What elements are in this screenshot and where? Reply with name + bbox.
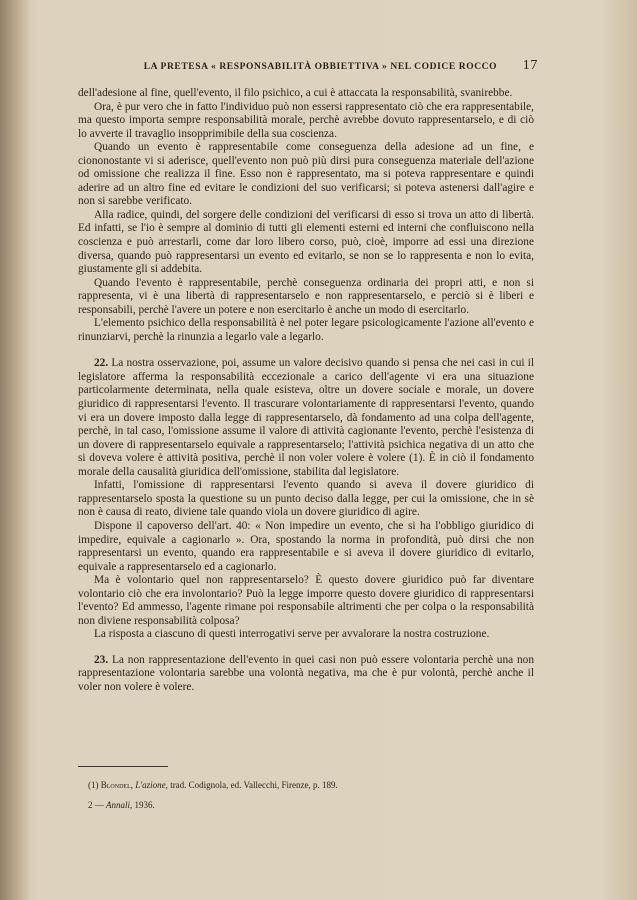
page-number: 17 (522, 58, 538, 73)
section-22-first-paragraph (78, 357, 534, 479)
paragraph: Ma è volontario quel non rappresentarselo? È questo dovere giuridico può far diventare volontario ciò che era involontario? Può la legge imporre questo dovere giuridico di rappresentarsi l'evento? Ed ammesso, l'agente rimane poi responsabile altrimenti che per colpa o la responsabilità non diviene responsabilità colposa? (78, 574, 534, 627)
paragraph: Quando un evento è rappresentabile come conseguenza della adesione ad un fine, e ciononostante vi si aderisce, quell'evento non può più dirsi pura conseguenza materiale dell'azione od omissione che realizza il fine. Esso non è rappresentato, ma si poteva rappresentare e quindi aderire ad un altro fine ed evitare le condizioni del suo verificarsi; si poteva astenersi dall'agire e non si sarebbe verificato. (78, 141, 534, 208)
section-number: 22. (94, 357, 109, 370)
footnote-marker: (1) (88, 780, 99, 790)
paragraph: dell'adesione al fine, quell'evento, il filo psichico, a cui è attaccata la responsabilità, svanirebbe. (78, 87, 513, 99)
footnote (78, 779, 534, 791)
paragraph: Alla radice, quindi, del sorgere delle condizioni del verificarsi di esso si trova un atto di libertà. Ed infatti, se l'io è sempre al dominio di tutti gli elementi esterni ed interni che confluiscono nella coscienza e può arrestarli, come dar loro libero corso, può, cioè, imporre ad essi una direzione diversa, quando può rappresentarsi un evento ed evitarlo, se non se lo rappresenta e non lo evita, giustamente gli si addebita. (78, 208, 534, 276)
section-22-text: La nostra osservazione, poi, assume un valore decisivo quando si pensa che nei casi in cui il legislatore afferma la responsabilità eccezionale a carico dell'agente vi era una situazione particolarmente determinata, nella quale esisteva, oltre un dovere sociale e morale, un dovere giuridico di rappresentarsi l'evento. Il trascurare volontariamente di rappresentarsi l'evento, quando vi era un dovere imposto dalla legge di rappresentarselo, dà fondamento ad una colpa dell'agente, perchè, in tal caso, l'omissione assume il valore di attività cagionante l'evento, perchè l'esistenza di un dovere di rappresentarselo equivale a rappresentarselo; l'attività psichica negativa di un atto che si doveva volere è attività positiva, perchè il non voler volere è volere (1). È in ciò il fondamento morale della causalità giuridica dell'omissione, stabilita dal legislatore. (78, 357, 534, 478)
footnotes (78, 766, 534, 811)
paragraph: La risposta a ciascuno di questi interrogativi serve per avvalorare la nostra costruzione. (94, 628, 490, 641)
running-header (78, 58, 538, 74)
section-23-text: La non rappresentazione dell'evento in quei casi non può essere volontaria perchè una non rappresentazione volontaria sarebbe una volontà negativa, ma che è pur volontà, perchè anche il voler non volere è volere. (78, 653, 534, 693)
paragraph: Quando l'evento è rappresentabile, perchè conseguenza ordinaria dei propri atti, e non si rappresenta, vi è una libertà di rappresentarselo e non rappresentarselo, e perciò si è liberi e responsabili, perchè l'avere un potere e non esercitarlo è anche un modo di esercitarlo. (78, 276, 534, 316)
book-spine-shadow (0, 0, 30, 900)
section-number: 23. (94, 653, 109, 666)
journal-year: 1936. (134, 800, 155, 810)
paragraph: Infatti, l'omissione di rappresentarsi l'evento quando si aveva il dovere giuridico di rappresentarselo sposta la questione su un punto deciso dalla legge, per cui la omissione, che in sè non è causa di reato, diviene tale quando viola un dovere giuridico di agire. (78, 479, 534, 519)
footnote-details: trad. Codignola, ed. Vallecchi, Firenze, p. 189. (170, 780, 338, 790)
footnote-author: Blondel, (100, 780, 133, 790)
section-23-paragraph (78, 654, 534, 695)
sheet-signature (78, 799, 534, 811)
paragraph: Ora, è pur vero che in fatto l'individuo può non essersi rappresentato ciò che era rappresentabile, ma questo importa sempre responsabilità morale, perchè avrebbe dovuto rappresentarselo, e di ciò lo avverte il travaglio insopprimibile della sua coscienza. (78, 100, 534, 140)
body-text (78, 87, 534, 695)
paragraph: Dispone il capoverso dell'art. 40: « Non impedire un evento, che si ha l'obbligo giuridico di impedire, equivale a cagionarlo ». Ora, spostando la norma in profondità, può dirsi che non rappresentarsi un evento, quando era rappresentabile e si aveva il dovere giuridico di evitarlo, equivale a rappresentarselo ed a cagionarlo. (78, 519, 534, 573)
footnote-rule (78, 766, 168, 767)
footnote-work: L'azione, (135, 780, 168, 790)
paragraph: L'elemento psichico della responsabilità è nel poter legare psicologicamente l'azione all'evento e rinunziarvi, perchè la rinunzia a legarlo vale a legarlo. (78, 317, 534, 343)
running-title: LA PRETESA « RESPONSABILITÀ OBBIETTIVA » NEL CODICE ROCCO (143, 62, 498, 72)
sheet-number: 2 — (88, 800, 104, 810)
journal-name: Annali, (106, 800, 133, 810)
